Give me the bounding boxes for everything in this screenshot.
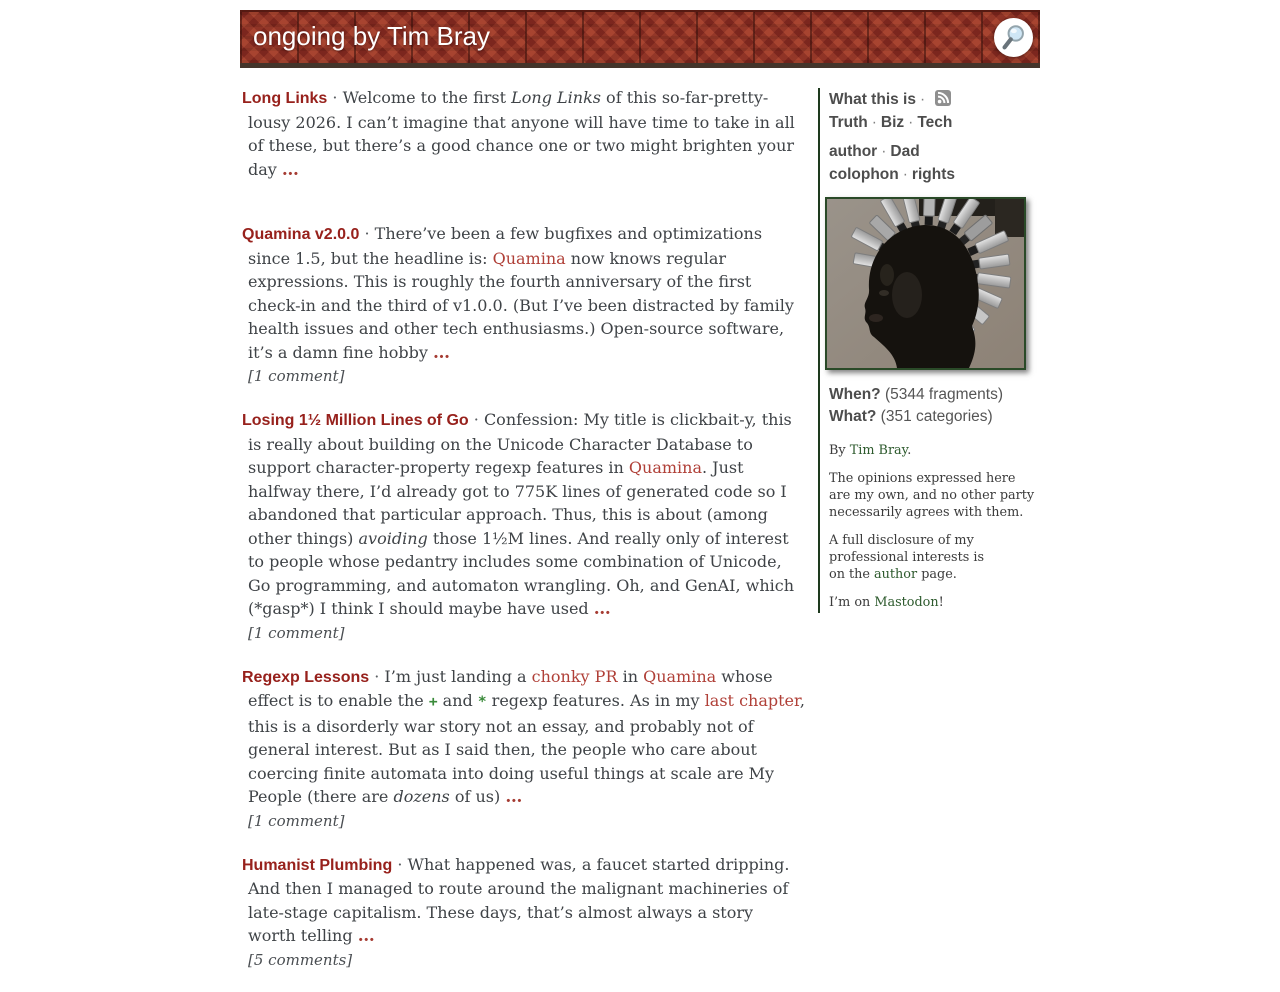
comments-link[interactable]: [1 comment] bbox=[248, 367, 345, 385]
inline-link[interactable]: Quamina bbox=[643, 666, 717, 686]
text-run: Welcome to the first bbox=[342, 88, 512, 107]
nav-dot: · bbox=[871, 114, 877, 131]
text-run: and bbox=[437, 691, 478, 710]
regexp-operator: * bbox=[477, 694, 487, 710]
italic-text: Long Links bbox=[511, 88, 601, 107]
sidebar-link-biz[interactable]: Biz bbox=[880, 114, 905, 131]
inline-link[interactable]: Quamina bbox=[492, 248, 566, 268]
text-run: in bbox=[617, 666, 644, 686]
stat-link[interactable]: What? bbox=[829, 408, 877, 425]
text-run: By bbox=[829, 443, 850, 458]
italic-text: avoiding bbox=[358, 528, 428, 548]
post-paragraph bbox=[242, 853, 805, 949]
stat-line bbox=[829, 406, 1050, 428]
title-separator: · bbox=[468, 410, 484, 429]
site-title: ongoing by Tim Bray bbox=[253, 21, 491, 51]
comments-link[interactable]: [1 comment] bbox=[248, 811, 345, 830]
post-paragraph bbox=[242, 86, 805, 182]
text-run: I’m just landing a bbox=[384, 666, 532, 686]
post bbox=[242, 853, 805, 971]
read-more-link[interactable]: … bbox=[593, 599, 613, 619]
usb-head-image bbox=[827, 199, 1024, 368]
bio-paragraph bbox=[829, 470, 1050, 521]
sidebar-stats bbox=[829, 384, 1050, 428]
text-run: those 1½M lines. And really only of interest to people whose pedantry includes some combination of Unicode, Go programming, and automaton wrangling. Oh, and GenAI, which (*gasp*) I think I should maybe have used bbox=[248, 528, 795, 618]
nav-dot: · bbox=[919, 91, 926, 108]
sidebar-link-truth[interactable]: Truth bbox=[829, 114, 868, 131]
sidebar-link-tech[interactable]: Tech bbox=[917, 114, 953, 131]
sidebar-bio bbox=[829, 442, 1050, 611]
post-paragraph bbox=[242, 408, 805, 622]
text-run: regexp features. As in my bbox=[486, 691, 705, 710]
sidebar-nav-line bbox=[829, 88, 1050, 111]
text-run: What happened was, a faucet started dripping. And then I managed to route around the malignant machineries of late-stage capitalism. These days, that’s almost always a story worth telling bbox=[248, 854, 790, 945]
text-run: There’ve been a few bugfixes and optimizations since 1.5, but the headline is: bbox=[248, 224, 763, 268]
inline-link[interactable]: author bbox=[874, 567, 918, 582]
sidebar-link-colophon[interactable]: colophon bbox=[829, 166, 899, 183]
read-more-link[interactable]: … bbox=[432, 342, 452, 363]
sidebar-link-dad[interactable]: Dad bbox=[890, 143, 920, 160]
magnifier-icon bbox=[996, 20, 1031, 55]
post-title-link[interactable]: Humanist Plumbing bbox=[242, 856, 393, 874]
bio-paragraph bbox=[829, 532, 1050, 583]
post-title-link[interactable]: Losing 1½ Million Lines of Go bbox=[242, 412, 469, 429]
inline-link[interactable]: Tim Bray bbox=[849, 443, 908, 458]
text-run: whose effect is to enable the bbox=[248, 666, 773, 710]
post-title-link[interactable]: Regexp Lessons bbox=[242, 668, 370, 686]
text-run: I’m on bbox=[829, 595, 875, 610]
sidebar-link-what-this-is[interactable]: What this is bbox=[829, 91, 916, 108]
stat-link[interactable]: When? bbox=[829, 386, 881, 403]
comments-link[interactable]: [5 comments] bbox=[248, 950, 353, 969]
nav-dot: · bbox=[908, 114, 914, 131]
read-more-link[interactable]: … bbox=[505, 787, 525, 807]
text-run: of us) bbox=[449, 787, 506, 806]
post-list bbox=[242, 86, 805, 992]
italic-text: dozens bbox=[393, 787, 450, 806]
inline-link[interactable]: last chapter bbox=[704, 691, 800, 710]
text-run: are my own, and no other party bbox=[829, 488, 1035, 503]
nav-dot: · bbox=[902, 166, 908, 183]
text-run: ! bbox=[938, 595, 944, 610]
text-run: now knows regular expressions. This is roughly the fourth anniversary of the first check-in and the third of v1.0.0. (But I’ve been distracted by family health issues and other tech enthusiasms.) Open-source software, it’s a damn fine hobby bbox=[248, 248, 794, 362]
text-run: The opinions expressed here bbox=[829, 471, 1016, 486]
title-separator: · bbox=[392, 854, 408, 874]
post-paragraph bbox=[242, 665, 805, 810]
sidebar-nav-line bbox=[829, 140, 1050, 163]
sidebar-nav-line bbox=[829, 163, 1050, 186]
text-run: necessarily agrees with them. bbox=[829, 505, 1024, 520]
stat-line bbox=[829, 384, 1050, 406]
regexp-operator: + bbox=[428, 694, 438, 710]
text-run: page. bbox=[917, 567, 957, 582]
text-run: , this is a disorderly war story not an essay, and probably not of general interest. But as I said then, the people who care about coercing finite automata into doing useful things at scale are My People (there are bbox=[248, 691, 805, 806]
post bbox=[242, 408, 805, 644]
stat-detail: (5344 fragments) bbox=[880, 386, 1003, 403]
inline-link[interactable]: Quamina bbox=[628, 458, 702, 477]
sidebar bbox=[818, 88, 1050, 613]
title-separator: · bbox=[369, 666, 385, 686]
post-title-link[interactable]: Long Links bbox=[242, 90, 328, 107]
sidebar-nav-line bbox=[829, 111, 1050, 134]
read-more-link[interactable]: … bbox=[281, 159, 301, 180]
text-run: professional interests is bbox=[829, 550, 985, 565]
post bbox=[242, 86, 805, 182]
title-separator: · bbox=[327, 88, 343, 107]
post-paragraph bbox=[242, 222, 805, 365]
post bbox=[242, 222, 805, 387]
rss-feed-icon[interactable] bbox=[935, 90, 951, 106]
text-run: A full disclosure of my bbox=[829, 533, 974, 548]
inline-link[interactable]: chonky PR bbox=[531, 666, 618, 686]
text-run: . bbox=[907, 443, 912, 458]
sidebar-nav bbox=[829, 88, 1050, 186]
text-run: of this so-far-pretty-lousy 2026. I can’t imagine that anyone will have time to take in all of these, but there’s a good chance one or two might brighten your day bbox=[248, 88, 795, 179]
post bbox=[242, 665, 805, 832]
inline-link[interactable]: Mastodon bbox=[874, 595, 939, 610]
bio-paragraph bbox=[829, 594, 1050, 611]
site-banner bbox=[240, 10, 1040, 68]
post-title-link[interactable]: Quamina v2.0.0 bbox=[242, 226, 360, 243]
title-separator: · bbox=[359, 224, 375, 243]
usb-head-photo[interactable] bbox=[825, 197, 1026, 370]
text-run: . Just halfway there, I’d already got to 775K lines of generated code so I abandoned that particular approach. Thus, this is about (among other things) bbox=[248, 458, 787, 548]
sidebar-link-rights[interactable]: rights bbox=[911, 166, 955, 183]
search-button[interactable] bbox=[994, 18, 1033, 57]
nav-dot: · bbox=[881, 143, 887, 160]
bio-paragraph bbox=[829, 442, 1050, 459]
text-run: on the bbox=[829, 567, 875, 582]
read-more-link[interactable]: … bbox=[357, 926, 377, 946]
stat-detail: (351 categories) bbox=[876, 408, 993, 425]
text-run: Confession: My title is clickbait-y, this is really about building on the Unicode Character Database to support character-property regexp features in bbox=[248, 410, 792, 477]
sidebar-link-author[interactable]: author bbox=[829, 143, 878, 160]
comments-link[interactable]: [1 comment] bbox=[248, 623, 345, 642]
